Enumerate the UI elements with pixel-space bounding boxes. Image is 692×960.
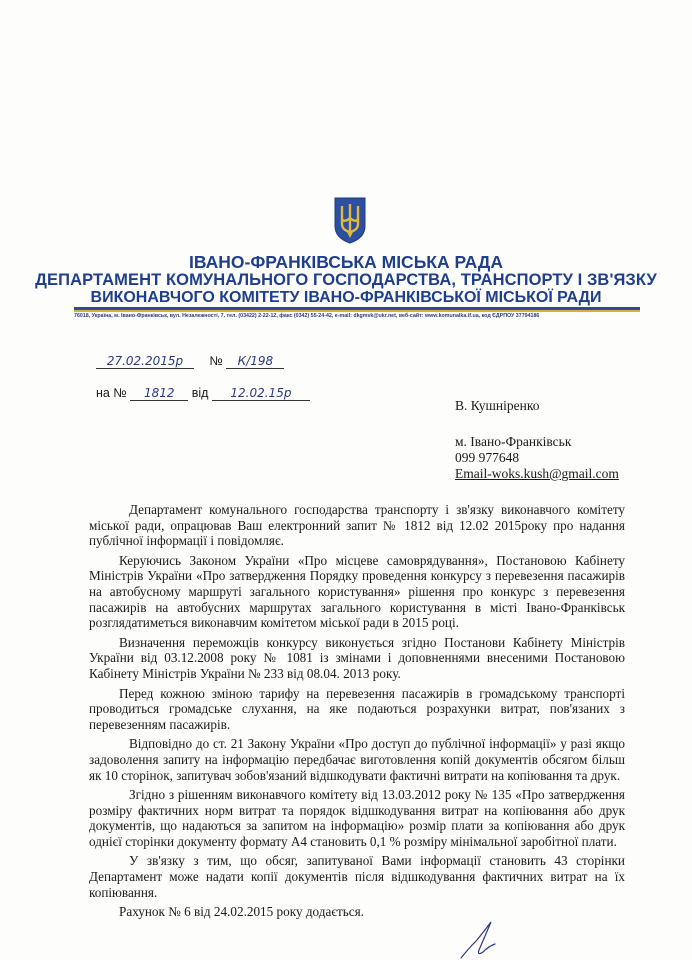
ref-date: 12.02.15р — [212, 386, 310, 401]
ref-from-label: від — [191, 386, 209, 400]
number-label: № — [209, 354, 223, 368]
header-rule-gold — [74, 310, 640, 312]
paragraph-7: У зв'язку з тим, що обсяг, запитуваної Вами інформації становить 43 сторінки Департамент може надати копії документів після відшкодування фактичних витрат на їх копіювання. — [89, 853, 625, 900]
council-name: ІВАНО-ФРАНКІВСЬКА МІСЬКА РАДА — [189, 252, 503, 272]
addressee-email[interactable]: Email-woks.kush@gmail.com — [455, 466, 619, 481]
letter-body — [89, 502, 625, 924]
addressee-phone: 099 977648 — [455, 450, 520, 465]
contact-line: 76018, Україна, м. Івано-Франківськ, вул. Незалежності, 7, тел. (03422) 2-22-12, факс (0342) 55-24-42, e-mail: dkgmvk@ukr.net, веб-сайт: www.komunalka.if.ua, код ЄДРПОУ 37794186 — [74, 313, 540, 319]
ref-number: 1812 — [130, 386, 188, 401]
ref-prefix: на № — [96, 386, 127, 400]
paragraph-3: Визначення переможців конкурсу виконується згідно Постанови Кабінету Міністрів України від 03.12.2008 року № 1081 із змінами і доповненнями внесеними Постановою Кабінету Міністрів України № 233 від 08.04. 2013 року. — [89, 634, 625, 681]
signature-mark — [455, 918, 515, 960]
paragraph-5: Відповідно до ст. 21 Закону України «Про доступ до публічної інформації» у разі якщо задоволення запиту на інформацію передбачає виготовлення копій документів обсягом більш як 10 сторінок, запитувач зобов'язаний відшкодувати фактичні витрати на копіювання та друк. — [89, 736, 625, 783]
outgoing-registration — [96, 354, 284, 369]
department-name: ДЕПАРТАМЕНТ КОМУНАЛЬНОГО ГОСПОДАРСТВА, ТРАНСПОРТУ І ЗВ'ЯЗКУ — [35, 271, 657, 289]
paragraph-8: Рахунок № 6 від 24.02.2015 року додається. — [119, 904, 364, 920]
outgoing-number: К/198 — [226, 354, 284, 369]
outgoing-date: 27.02.2015р — [96, 354, 194, 369]
incoming-reference — [96, 386, 310, 401]
addressee-name: В. Кушніренко — [455, 398, 540, 413]
paragraph-2: Керуючись Законом України «Про місцеве самоврядування», Постановою Кабінету Міністрів України «Про затвердження Порядку проведення конкурсу з перевезення пасажирів на автобусному маршруті загального користування» рішення про конкурс з перевезення пасажирів на автобусних маршрутах загального користування в місті Івано-Франківськ розглядатиметься виконавчим комітетом міської ради в 2015 році. — [89, 552, 625, 631]
paragraph-6: Згідно з рішенням виконавчого комітету від 13.03.2012 року № 135 «Про затвердження розміру фактичних норм витрат та порядок відшкодування витрат на копіювання або друк документів, що надаються за запитом на інформацію» розмір плати за копіювання або друк однієї сторінки документу формату А4 становить 0,1 % розміру мінімальної заробітної плати. — [89, 787, 625, 849]
trident-coat-of-arms-icon — [333, 196, 367, 244]
executive-committee-name: ВИКОНАВЧОГО КОМІТЕТУ ІВАНО-ФРАНКІВСЬКОЇ МІСЬКОЇ РАДИ — [90, 289, 602, 306]
paragraph-4: Перед кожною зміною тарифу на перевезення пасажирів в громадському транспорті проводиться громадське слухання, на яке подаються розрахунки витрат, пов'язаних з перевезенням пасажирів. — [89, 685, 625, 732]
paragraph-1: Департамент комунального господарства транспорту і зв'язку виконавчого комітету міської ради, опрацював Ваш електронний запит № 1812 від 12.02 2015року про надання публічної інформації і повідомляє. — [89, 502, 625, 549]
addressee-block — [455, 398, 619, 482]
addressee-city: м. Івано-Франківськ — [455, 434, 572, 449]
